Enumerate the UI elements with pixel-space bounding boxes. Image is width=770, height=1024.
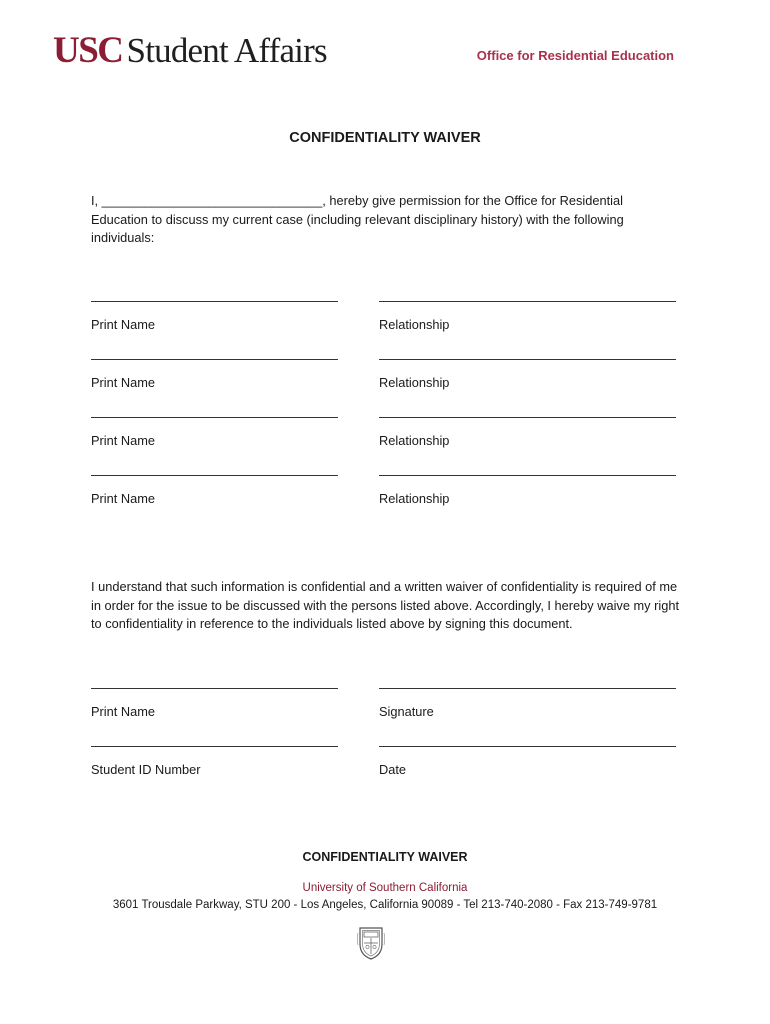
footer-address: 3601 Trousdale Parkway, STU 200 - Los Angeles, California 90089 - Tel 213-740-2080 - Fax 213-749-9781 <box>112 899 658 911</box>
relationship-label: Relationship <box>379 491 450 506</box>
footer-university: University of Southern California <box>302 882 468 894</box>
relationship-label: Relationship <box>379 375 450 390</box>
usc-student-affairs-logo <box>53 30 327 72</box>
waiver-paragraph: I understand that such information is confidential and a written waiver of confidentiality is required of me in order for the issue to be discussed with the persons listed above. Accordingly, I hereby waive my right to confidentiality in reference to the individuals listed above by signing this document. <box>91 579 680 631</box>
print-name-line-4[interactable] <box>91 475 338 476</box>
print-name-line-2[interactable] <box>91 359 338 360</box>
student-id-label: Student ID Number <box>91 762 201 777</box>
relationship-line-1[interactable] <box>379 301 676 302</box>
student-print-name-label: Print Name <box>91 704 156 719</box>
date-label: Date <box>379 762 407 777</box>
print-name-line-1[interactable] <box>91 301 338 302</box>
logo-usc-text: USC <box>53 30 123 71</box>
logo-student-affairs-text: Student Affairs <box>126 31 327 70</box>
relationship-line-4[interactable] <box>379 475 676 476</box>
print-name-label: Print Name <box>91 375 156 390</box>
student-print-name-line[interactable] <box>91 688 338 689</box>
intro-paragraph: I, _______________________________, hereby give permission for the Office for Residential Education to discuss my current case (including relevant disciplinary history) with the following individuals: <box>91 193 624 245</box>
print-name-line-3[interactable] <box>91 417 338 418</box>
relationship-label: Relationship <box>379 433 450 448</box>
date-line[interactable] <box>379 746 676 747</box>
print-name-label: Print Name <box>91 317 156 332</box>
document-title: CONFIDENTIALITY WAIVER <box>289 130 481 146</box>
relationship-line-3[interactable] <box>379 417 676 418</box>
office-name: Office for Residential Education <box>476 48 674 63</box>
relationship-line-2[interactable] <box>379 359 676 360</box>
relationship-label: Relationship <box>379 317 450 332</box>
signature-line[interactable] <box>379 688 676 689</box>
footer-title: CONFIDENTIALITY WAIVER <box>302 850 468 864</box>
signature-label: Signature <box>379 704 434 719</box>
print-name-label: Print Name <box>91 433 156 448</box>
usc-seal-icon <box>357 925 385 961</box>
print-name-label: Print Name <box>91 491 156 506</box>
student-id-line[interactable] <box>91 746 338 747</box>
